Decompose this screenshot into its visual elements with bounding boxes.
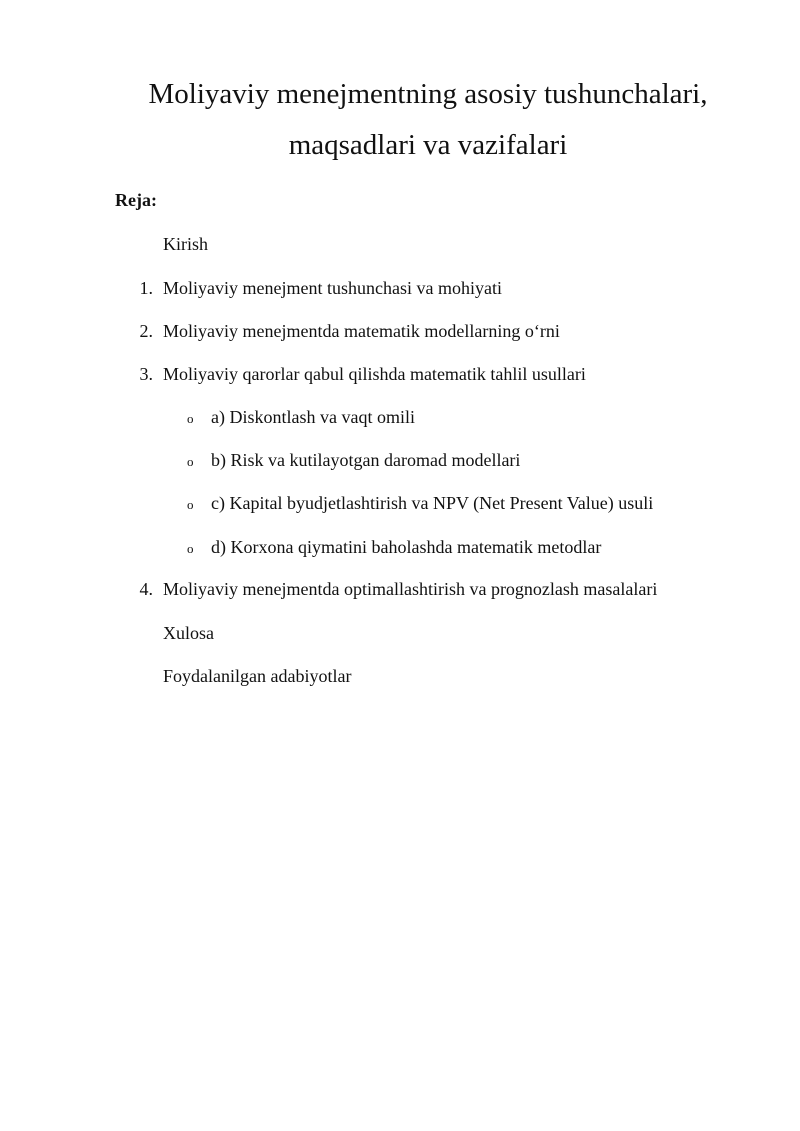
document-title-line-1: Moliyaviy menejmentning asosiy tushunchalari, — [148, 78, 708, 110]
bullet-icon: o — [187, 411, 194, 426]
sub-list-item: b) Risk va kutilayotgan daromad modellari — [211, 450, 521, 470]
list-item-number: 4. — [139, 579, 153, 599]
bullet-icon: o — [187, 497, 194, 512]
list-item: Moliyaviy menejmentda matematik modellarning o‘rni — [163, 321, 560, 341]
references-item: Foydalanilgan adabiyotlar — [163, 666, 352, 686]
conclusion-item: Xulosa — [163, 623, 214, 643]
list-item-number: 2. — [139, 321, 153, 341]
sub-list-item: d) Korxona qiymatini baholashda matematik metodlar — [211, 537, 602, 557]
list-item: Moliyaviy qarorlar qabul qilishda matematik tahlil usullari — [163, 364, 586, 384]
bullet-icon: o — [187, 541, 194, 556]
list-item: Moliyaviy menejmentda optimallashtirish va prognozlash masalalari — [163, 579, 658, 599]
list-item-number: 1. — [139, 278, 153, 298]
document-title-line-2: maqsadlari va vazifalari — [288, 129, 568, 161]
bullet-icon: o — [187, 454, 194, 469]
list-item-number: 3. — [139, 364, 153, 384]
plan-heading: Reja: — [115, 190, 157, 210]
sub-list-item: a) Diskontlash va vaqt omili — [211, 407, 415, 427]
sub-list-item: c) Kapital byudjetlashtirish va NPV (Net Present Value) usuli — [211, 493, 654, 513]
list-item: Moliyaviy menejment tushunchasi va mohiyati — [163, 278, 502, 298]
intro-item: Kirish — [163, 234, 208, 254]
